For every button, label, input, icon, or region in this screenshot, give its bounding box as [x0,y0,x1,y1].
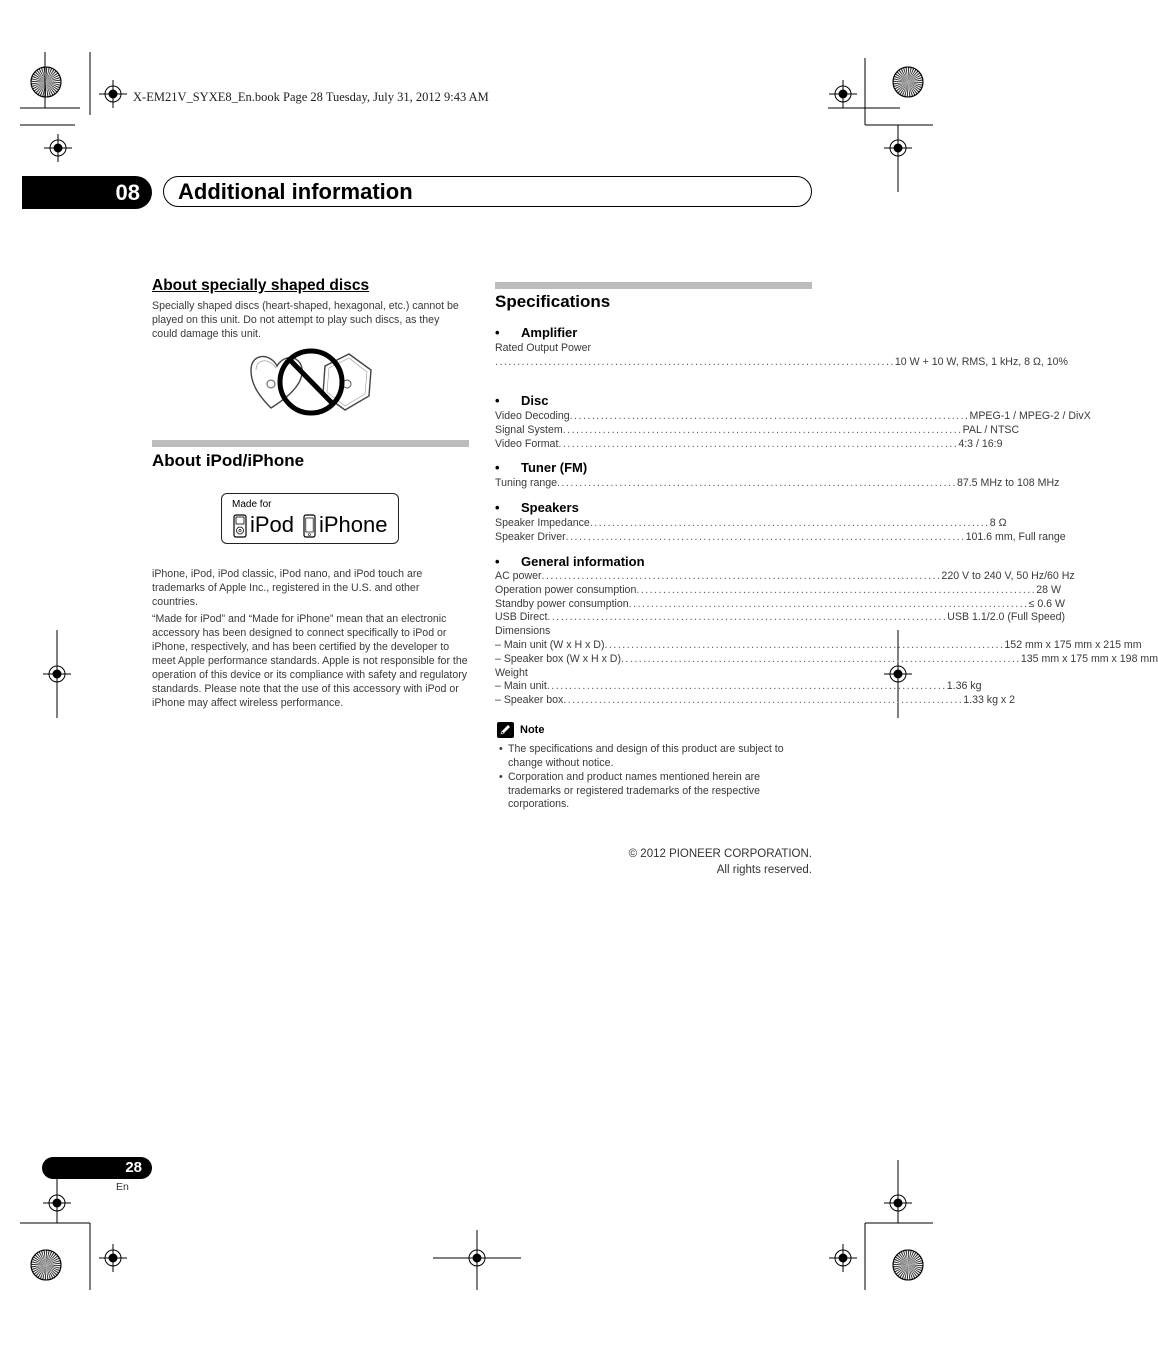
spec-row [495,517,1007,531]
logo-iphone-text: iPhone [319,512,388,537]
spec-value: 1.33 kg x 2 [963,694,1016,707]
spec-row [495,570,1075,584]
amplifier-spec-block [495,342,1068,370]
spec-label: Operation power consumption [495,583,637,596]
color-target-icon [31,1250,61,1280]
dot-leader: .......................................................................................... [547,611,948,624]
crosshair-registration-icon [44,134,72,162]
page-language: En [116,1181,129,1193]
dot-leader: .......................................................................................... [563,694,964,707]
disc-spec-block [495,410,1091,451]
note-item: • The specifications and design of this product are subject to change without notice. [499,743,784,769]
spec-label: Signal System [495,423,563,436]
spec-row [495,597,1066,612]
spec-row [495,652,1158,667]
section-rule-ipod [152,440,469,447]
spec-row [495,423,1020,438]
dot-leader: .......................................................................................... [541,570,942,582]
dot-leader: .......................................................................................... [569,410,970,422]
dimension-rows [495,638,1158,667]
spec-group-general: • General information [495,554,645,569]
weight-rows [495,680,1016,708]
spec-row [495,410,1091,424]
dot-leader: .......................................................................................... [604,638,1005,651]
speakers-title: Speakers [521,500,579,515]
discs-body: Specially shaped discs (heart-shaped, hexagonal, etc.) cannot be played on this unit. Do not attempt to play such discs, as they could damage this unit. [152,300,459,340]
copyright-block [560,846,812,878]
crosshair-registration-icon [829,80,857,108]
spec-label: – Speaker box [495,694,564,707]
spec-label: – Main unit [495,680,547,693]
spec-value: 87.5 MHz to 108 MHz [956,477,1060,489]
logo-made-for-text: Made for [232,499,272,510]
spec-row [495,583,1061,598]
spec-value: 1.36 kg [946,680,982,693]
dot-leader: .......................................................................................... [628,597,1029,610]
spec-label: – Main unit (W x H x D) [495,638,605,651]
chapter-number: 08 [115,180,140,205]
spec-group-amplifier: • Amplifier [495,325,578,340]
note-title: Note [520,724,545,736]
spec-value: 8 Ω [989,517,1007,529]
tuner-spec-block [495,477,1060,491]
page-number: 28 [125,1159,142,1176]
color-target-icon [31,67,61,97]
ipod-heading: About iPod/iPhone [152,451,305,470]
spec-value: 4:3 / 16:9 [958,437,1003,450]
spec-row [495,530,1066,545]
dot-leader: .......................................................................................... [636,583,1037,596]
dot-leader: .......................................................................................... [620,652,1021,665]
crosshair-registration-icon [829,1244,857,1272]
dot-leader: .......................................................................................... [565,530,966,543]
spec-group-disc: • Disc [495,393,549,408]
dot-leader: .......................................................................................... [558,437,959,450]
spec-label: Video Format [495,437,559,450]
copyright-line: © 2012 PIONEER CORPORATION. [628,848,812,860]
spec-value: USB 1.1/2.0 (Full Speed) [947,611,1066,624]
spec-row [495,694,1016,708]
note-item: • Corporation and product names mentioned herein are trademarks or registered trademarks of the respective corporations. [499,771,761,811]
dimensions-label: Dimensions [495,625,551,638]
rights-line: All rights reserved. [716,864,812,876]
ipod-made-for-paragraph: “Made for iPod” and “Made for iPhone” mean that an electronic accessory has been designed to connect specifically to iPod or iPhone, respectively, and has been certified by the developer to meet Apple performance standards. Apple is not responsible for the operation of this device or its compliance with safety and regulatory standards. Please note that the use of this accessory with iPod or iPhone may affect wireless performance. [152,613,468,709]
iphone-device-icon [303,514,316,538]
crosshair-registration-icon [99,80,127,108]
spec-row [495,437,1003,452]
dot-leader: .......................................................................................... [546,680,947,693]
spec-row [495,477,1060,491]
ipod-device-icon [233,514,247,538]
spec-label: Speaker Driver [495,530,566,543]
spec-label: AC power [495,570,542,582]
specifications-heading: Specifications [495,292,611,311]
color-target-icon [893,67,923,97]
amplifier-title: Amplifier [521,325,578,340]
rated-output-label: Rated Output Power [495,342,591,354]
logo-ipod-text: iPod [250,512,295,537]
color-target-icon [893,1250,923,1280]
spec-value: ≤ 0.6 W [1028,597,1066,610]
spec-label: Standby power consumption [495,597,629,610]
spec-label: – Speaker box (W x H x D) [495,652,621,665]
ipod-trademark-paragraph: iPhone, iPod, iPod classic, iPod nano, and iPod touch are trademarks of Apple Inc., registered in the U.S. and other countries. [152,568,423,608]
dot-leader: .......................................................................................... [557,477,957,489]
general-rows [495,570,1075,625]
spec-label: USB Direct [495,611,548,624]
general-title: General information [521,554,645,569]
disc-title: Disc [521,393,549,408]
spec-value: 220 V to 240 V, 50 Hz/60 Hz [941,570,1075,582]
spec-group-speakers: • Speakers [495,500,579,515]
dot-leader: .......................................................................................... [589,517,990,529]
weight-label: Weight [495,666,528,679]
spec-value: 101.6 mm, Full range [965,530,1066,543]
discs-heading: About specially shaped discs [152,277,370,294]
crosshair-registration-icon [99,1244,127,1272]
spec-value: 28 W [1036,583,1061,596]
chapter-title: Additional information [178,179,413,204]
spec-value: PAL / NTSC [962,423,1020,436]
rated-output-row [495,355,1068,370]
spec-row [495,638,1142,653]
rated-output-value: 10 W + 10 W, RMS, 1 kHz, 8 Ω, 10% [894,355,1068,368]
spec-label: Tuning range [495,477,558,489]
section-rule-specifications [495,282,812,289]
spec-row [495,680,982,694]
dot-leader: .......................................................................................... [495,355,895,368]
shaped-discs-prohibited-illustration [247,348,375,416]
spec-row [495,611,1066,625]
spec-label: Video Decoding [495,410,570,422]
pencil-note-icon [497,722,514,738]
tuner-title: Tuner (FM) [521,460,588,475]
note-list [495,743,813,813]
book-file-line: X-EM21V_SYXE8_En.book Page 28 Tuesday, July 31, 2012 9:43 AM [133,90,489,104]
spec-label: Speaker Impedance [495,517,590,529]
spec-group-tuner: • Tuner (FM) [495,460,588,475]
spec-value: MPEG-1 / MPEG-2 / DivX [969,410,1091,422]
speakers-spec-block [495,517,1066,545]
spec-value: 152 mm x 175 mm x 215 mm [1004,638,1142,651]
spec-value: 135 mm x 175 mm x 198 mm [1020,652,1158,665]
general-spec-block [495,570,1158,708]
dot-leader: .......................................................................................... [562,423,963,436]
